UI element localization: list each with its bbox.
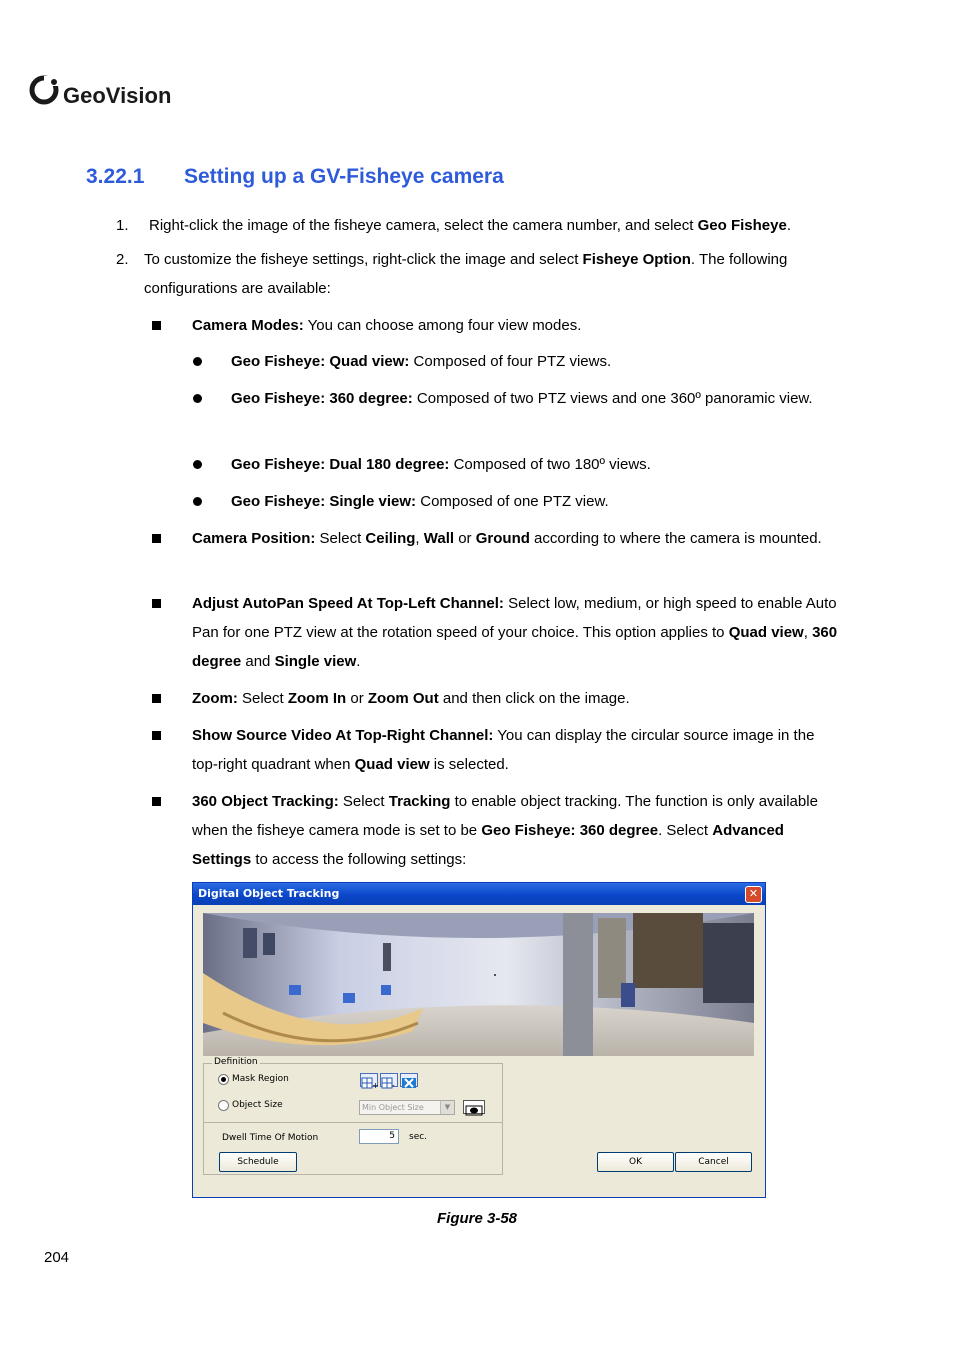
ok-button-label: OK	[629, 1157, 642, 1167]
chevron-down-icon: ▼	[440, 1101, 454, 1114]
bullet-bold: 360 degree	[192, 624, 838, 670]
round-bullet-icon	[193, 394, 202, 403]
bullet-text: You can choose among four view modes.	[303, 317, 582, 334]
step-number: 1.	[116, 217, 129, 234]
definition-legend: Definition	[214, 1057, 258, 1067]
mode-360-degree	[193, 384, 833, 413]
group-separator	[204, 1122, 502, 1123]
svg-text:-: -	[392, 1081, 395, 1090]
ok-button[interactable]	[597, 1152, 674, 1172]
page-number: 204	[44, 1249, 70, 1266]
square-bullet-icon	[152, 694, 161, 703]
object-size-icon	[464, 1104, 484, 1116]
dialog-titlebar	[193, 883, 765, 905]
dwell-time-unit: sec.	[409, 1132, 428, 1142]
bullet-text: according to where the camera is mounted.	[529, 530, 822, 547]
bullet-camera-position	[152, 524, 842, 553]
step-text: . The following configurations are available:	[144, 251, 788, 297]
bullet-label: Zoom:	[192, 690, 238, 707]
object-size-select[interactable]	[359, 1100, 455, 1115]
bullet-text: Select	[338, 793, 389, 810]
bullet-zoom	[152, 684, 842, 713]
mode-dual-180	[193, 450, 833, 479]
bullet-bold: Ceiling	[365, 530, 416, 547]
schedule-button[interactable]	[219, 1152, 297, 1172]
section-number: 3.22.1	[86, 165, 145, 188]
bullet-text: Select	[315, 530, 366, 547]
digital-object-tracking-dialog	[192, 882, 766, 1198]
panorama-image[interactable]	[203, 913, 754, 1056]
add-mask-button[interactable]	[360, 1073, 379, 1090]
bullet-text: Select	[237, 690, 288, 707]
bullet-object-tracking	[152, 787, 842, 874]
step-text: To customize the fisheye settings, right-click the image and select	[144, 251, 583, 268]
square-bullet-icon	[152, 599, 161, 608]
bullet-text: to enable object tracking. The function is only available when the fisheye camera mode is set to be	[192, 793, 818, 839]
dwell-time-label: Dwell Time Of Motion	[222, 1133, 319, 1143]
object-size-select-value: Min Object Size	[362, 1103, 424, 1112]
mask-region-label: Mask Region	[232, 1074, 289, 1084]
bullet-label: Camera Position:	[192, 530, 316, 547]
cancel-button[interactable]	[675, 1152, 752, 1172]
step-2	[116, 245, 836, 303]
grid-minus-icon	[381, 1077, 397, 1089]
bullet-bold: Quad view	[728, 624, 804, 641]
bullet-text: ,	[803, 624, 813, 641]
bullet-text: .	[356, 653, 361, 670]
round-bullet-icon	[193, 357, 202, 366]
bullet-autopan	[152, 589, 842, 676]
square-bullet-icon	[152, 797, 161, 806]
definition-group	[203, 1057, 503, 1175]
mode-label: Geo Fisheye: Dual 180 degree:	[231, 456, 450, 473]
step-text: Right-click the image of the fisheye camera, select the camera number, and select	[149, 217, 698, 234]
bullet-text: or	[346, 690, 368, 707]
mode-label: Geo Fisheye: Single view:	[231, 493, 417, 510]
round-bullet-icon	[193, 497, 202, 506]
bullet-text: and	[241, 653, 275, 670]
mode-text: Composed of one PTZ view.	[416, 493, 609, 510]
bullet-text: . Select	[658, 822, 713, 839]
dwell-time-value: 5	[389, 1131, 395, 1141]
bullet-label: Camera Modes:	[192, 317, 304, 334]
square-bullet-icon	[152, 731, 161, 740]
object-size-radio[interactable]	[218, 1100, 229, 1111]
bullet-label: Show Source Video At Top-Right Channel:	[192, 727, 494, 744]
bullet-show-source	[152, 721, 842, 779]
mask-region-radio[interactable]	[218, 1074, 229, 1085]
bullet-text: ,	[415, 530, 424, 547]
geovision-logo	[30, 72, 170, 112]
mode-text: Composed of four PTZ views.	[409, 353, 612, 370]
bullet-label: 360 Object Tracking:	[192, 793, 339, 810]
cancel-button-label: Cancel	[698, 1157, 729, 1167]
step-text: .	[786, 217, 791, 234]
clear-x-icon	[401, 1077, 417, 1089]
bullet-bold: Zoom Out	[367, 690, 439, 707]
bullet-bold: Single view	[274, 653, 357, 670]
remove-mask-button[interactable]	[380, 1073, 398, 1090]
panorama-illustration	[203, 913, 754, 1056]
round-bullet-icon	[193, 460, 202, 469]
step-bold: Geo Fisheye	[697, 217, 787, 234]
dialog-title: Digital Object Tracking	[198, 887, 340, 900]
geovision-logo-mark	[30, 72, 170, 112]
section-heading	[86, 165, 504, 189]
mode-label: Geo Fisheye: 360 degree:	[231, 390, 413, 407]
bullet-text: and then click on the image.	[438, 690, 630, 707]
object-size-preview-button[interactable]	[463, 1100, 485, 1114]
mode-label: Geo Fisheye: Quad view:	[231, 353, 410, 370]
bullet-camera-modes	[152, 311, 842, 340]
step-number: 2.	[116, 251, 129, 268]
mode-text: Composed of two PTZ views and one 360º panoramic view.	[412, 390, 813, 407]
bullet-text: Select low, medium, or high speed to enable Auto Pan for one PTZ view at the rotation speed of your choice. This option applies to	[192, 595, 837, 641]
mode-text: Composed of two 180º views.	[449, 456, 651, 473]
bullet-bold: Quad view	[354, 756, 430, 773]
figure-caption: Figure 3-58	[436, 1210, 518, 1227]
bullet-text: is selected.	[429, 756, 509, 773]
bullet-bold: Zoom In	[287, 690, 347, 707]
bullet-text: You can display the circular source image in the top-right quadrant when	[192, 727, 815, 773]
bullet-bold: Tracking	[388, 793, 451, 810]
bullet-bold: Wall	[423, 530, 455, 547]
step-1	[116, 211, 836, 240]
mode-single-view	[193, 487, 833, 516]
bullet-bold: Geo Fisheye: 360 degree	[481, 822, 659, 839]
section-title: Setting up a GV-Fisheye camera	[184, 165, 504, 188]
logo-text: GeoVision	[63, 83, 172, 108]
mode-quad-view	[193, 347, 833, 376]
object-size-label: Object Size	[232, 1100, 283, 1110]
clear-mask-button[interactable]	[400, 1073, 418, 1087]
grid-plus-icon	[361, 1077, 377, 1089]
close-button[interactable]	[745, 886, 762, 903]
square-bullet-icon	[152, 321, 161, 330]
bullet-text: to access the following settings:	[251, 851, 467, 868]
bullet-bold: Ground	[475, 530, 530, 547]
bullet-label: Adjust AutoPan Speed At Top-Left Channel:	[192, 595, 504, 612]
svg-text:+: +	[372, 1081, 379, 1090]
bullet-text: or	[454, 530, 476, 547]
schedule-button-label: Schedule	[237, 1157, 279, 1167]
dwell-time-input[interactable]	[359, 1129, 399, 1144]
close-icon: ✕	[748, 887, 759, 900]
step-bold: Fisheye Option	[582, 251, 691, 268]
bullet-bold: Advanced Settings	[192, 822, 784, 868]
square-bullet-icon	[152, 534, 161, 543]
